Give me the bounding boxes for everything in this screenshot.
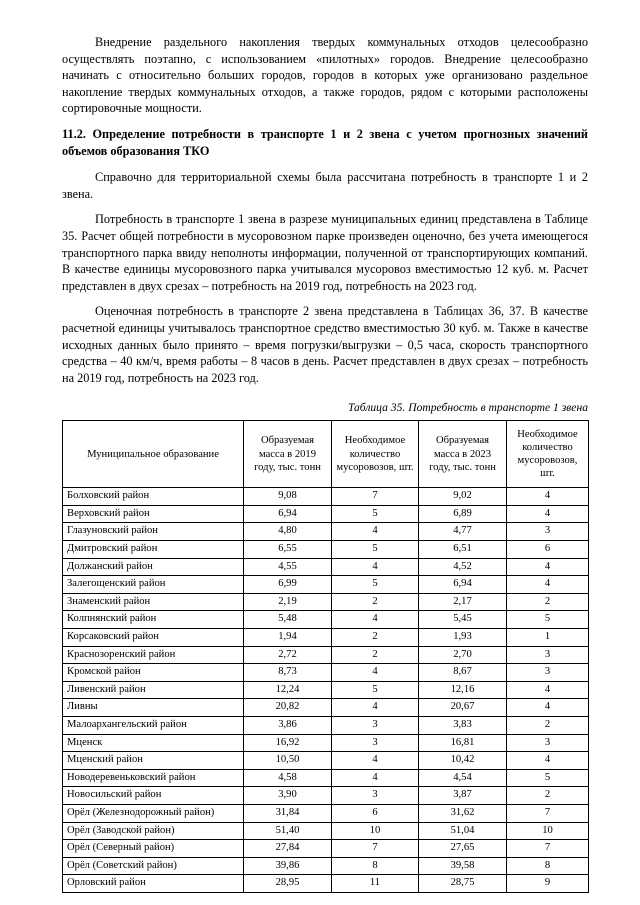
cell-municipality: Должанский район bbox=[63, 558, 244, 576]
cell-mass2019: 3,86 bbox=[244, 717, 332, 735]
cell-mass2023: 27,65 bbox=[419, 840, 507, 858]
cell-municipality: Орёл (Железнодорожный район) bbox=[63, 804, 244, 822]
transport-demand-table bbox=[62, 420, 589, 893]
cell-trucks2023: 4 bbox=[507, 681, 589, 699]
cell-mass2023: 4,52 bbox=[419, 558, 507, 576]
cell-trucks2023: 4 bbox=[507, 488, 589, 506]
paragraph-1: Справочно для территориальной схемы была рассчитана потребность в транспорте 1 и 2 звена. bbox=[62, 170, 588, 201]
table-row bbox=[63, 699, 589, 717]
cell-mass2023: 6,94 bbox=[419, 576, 507, 594]
cell-trucks2019: 2 bbox=[332, 593, 419, 611]
cell-mass2019: 2,72 bbox=[244, 646, 332, 664]
cell-trucks2023: 8 bbox=[507, 857, 589, 875]
cell-municipality: Верховский район bbox=[63, 505, 244, 523]
table-row bbox=[63, 558, 589, 576]
cell-mass2019: 9,08 bbox=[244, 488, 332, 506]
cell-mass2023: 3,87 bbox=[419, 787, 507, 805]
cell-mass2023: 31,62 bbox=[419, 804, 507, 822]
table-row bbox=[63, 576, 589, 594]
cell-trucks2019: 5 bbox=[332, 576, 419, 594]
cell-municipality: Ливны bbox=[63, 699, 244, 717]
cell-municipality: Корсаковский район bbox=[63, 629, 244, 647]
cell-trucks2019: 4 bbox=[332, 558, 419, 576]
column-header-mass-2019: Образуемая масса в 2019 году, тыс. тонн bbox=[244, 421, 332, 488]
cell-trucks2019: 3 bbox=[332, 787, 419, 805]
cell-municipality: Колпнянский район bbox=[63, 611, 244, 629]
cell-trucks2023: 5 bbox=[507, 611, 589, 629]
cell-municipality: Орловский район bbox=[63, 875, 244, 893]
cell-trucks2019: 5 bbox=[332, 541, 419, 559]
cell-mass2019: 4,55 bbox=[244, 558, 332, 576]
cell-municipality: Залегощенский район bbox=[63, 576, 244, 594]
table-row bbox=[63, 717, 589, 735]
cell-trucks2019: 4 bbox=[332, 523, 419, 541]
cell-mass2019: 3,90 bbox=[244, 787, 332, 805]
cell-trucks2023: 2 bbox=[507, 593, 589, 611]
cell-trucks2019: 6 bbox=[332, 804, 419, 822]
cell-trucks2019: 5 bbox=[332, 505, 419, 523]
cell-mass2023: 6,51 bbox=[419, 541, 507, 559]
cell-trucks2019: 4 bbox=[332, 769, 419, 787]
section-heading: 11.2. Определение потребности в транспорте 1 и 2 звена с учетом прогнозных значений объемов образования ТКО bbox=[62, 126, 588, 158]
cell-mass2019: 39,86 bbox=[244, 857, 332, 875]
cell-mass2023: 39,58 bbox=[419, 857, 507, 875]
cell-mass2019: 31,84 bbox=[244, 804, 332, 822]
table-row bbox=[63, 681, 589, 699]
column-header-municipality: Муниципальное образование bbox=[63, 421, 244, 488]
cell-mass2023: 12,16 bbox=[419, 681, 507, 699]
cell-mass2023: 2,70 bbox=[419, 646, 507, 664]
cell-mass2019: 16,92 bbox=[244, 734, 332, 752]
cell-municipality: Краснозоренский район bbox=[63, 646, 244, 664]
column-header-trucks-2023: Необходимое количество мусоровозов, шт. bbox=[507, 421, 589, 488]
table-body bbox=[63, 488, 589, 893]
cell-municipality: Орёл (Северный район) bbox=[63, 840, 244, 858]
cell-mass2019: 12,24 bbox=[244, 681, 332, 699]
table-row bbox=[63, 840, 589, 858]
cell-mass2023: 9,02 bbox=[419, 488, 507, 506]
cell-trucks2019: 7 bbox=[332, 840, 419, 858]
cell-municipality: Мценский район bbox=[63, 752, 244, 770]
table-row bbox=[63, 629, 589, 647]
cell-mass2019: 51,40 bbox=[244, 822, 332, 840]
cell-trucks2019: 8 bbox=[332, 857, 419, 875]
cell-mass2019: 27,84 bbox=[244, 840, 332, 858]
cell-trucks2023: 7 bbox=[507, 804, 589, 822]
cell-municipality: Глазуновский район bbox=[63, 523, 244, 541]
table-row bbox=[63, 541, 589, 559]
cell-trucks2023: 1 bbox=[507, 629, 589, 647]
table-row bbox=[63, 611, 589, 629]
cell-mass2023: 5,45 bbox=[419, 611, 507, 629]
table-row bbox=[63, 857, 589, 875]
cell-trucks2019: 5 bbox=[332, 681, 419, 699]
cell-mass2019: 8,73 bbox=[244, 664, 332, 682]
table-row bbox=[63, 875, 589, 893]
cell-mass2019: 4,80 bbox=[244, 523, 332, 541]
table-row bbox=[63, 593, 589, 611]
cell-trucks2023: 10 bbox=[507, 822, 589, 840]
table-row bbox=[63, 488, 589, 506]
cell-trucks2023: 4 bbox=[507, 576, 589, 594]
cell-mass2019: 5,48 bbox=[244, 611, 332, 629]
table-row bbox=[63, 646, 589, 664]
cell-trucks2023: 3 bbox=[507, 664, 589, 682]
cell-mass2019: 6,99 bbox=[244, 576, 332, 594]
cell-trucks2023: 3 bbox=[507, 646, 589, 664]
cell-trucks2023: 3 bbox=[507, 523, 589, 541]
cell-trucks2019: 11 bbox=[332, 875, 419, 893]
cell-mass2023: 4,54 bbox=[419, 769, 507, 787]
cell-trucks2019: 4 bbox=[332, 752, 419, 770]
cell-mass2023: 1,93 bbox=[419, 629, 507, 647]
page-content bbox=[62, 34, 588, 893]
table-caption: Таблица 35. Потребность в транспорте 1 звена bbox=[347, 401, 588, 415]
paragraph-3: Оценочная потребность в транспорте 2 звена представлена в Таблицах 36, 37. В качестве расчетной единицы учитывалось транспортное средство вместимостью 30 куб. м. Также в качестве исходных данных было принято – время погрузки/выгрузки – 0,5 часа, скорость транспортного средства – 40 км/ч, время работы – 8 часов в день. Расчет представлен в двух срезах – потребность на 2019 год, потребность на 2023 год. bbox=[62, 304, 588, 385]
table-row bbox=[63, 505, 589, 523]
cell-mass2023: 2,17 bbox=[419, 593, 507, 611]
cell-trucks2023: 9 bbox=[507, 875, 589, 893]
cell-trucks2019: 2 bbox=[332, 629, 419, 647]
cell-mass2023: 3,83 bbox=[419, 717, 507, 735]
cell-municipality: Кромской район bbox=[63, 664, 244, 682]
table-row bbox=[63, 523, 589, 541]
cell-mass2023: 28,75 bbox=[419, 875, 507, 893]
cell-municipality: Малоархангельский район bbox=[63, 717, 244, 735]
paragraph-2: Потребность в транспорте 1 звена в разрезе муниципальных единиц представлена в Таблице 35. Расчет общей потребности в мусоровозном парке произведен оценочно, без учета имеющегося транспортного парка ввиду неполноты информации, полученной от транспортирующих компаний. В качестве единицы мусоровозного парка учитывался мусоровоз вместимостью 12 куб. м. Расчет представлен в двух срезах – потребность на 2019 год, потребность на 2023 год. bbox=[62, 212, 588, 293]
table-header-row bbox=[63, 421, 589, 488]
intro-paragraph: Внедрение раздельного накопления твердых коммунальных отходов целесообразно осуществлять поэтапно, с использованием «пилотных» городов. Внедрение целесообразно начинать с относительно больших городов, городов в которых уже организовано раздельное накопление твердых коммунальных отходов, а также городов, рядом с которыми расположены сортировочные мощности. bbox=[62, 35, 588, 116]
cell-trucks2019: 4 bbox=[332, 611, 419, 629]
cell-trucks2023: 2 bbox=[507, 787, 589, 805]
cell-mass2019: 4,58 bbox=[244, 769, 332, 787]
cell-trucks2019: 7 bbox=[332, 488, 419, 506]
cell-trucks2023: 4 bbox=[507, 699, 589, 717]
table-row bbox=[63, 804, 589, 822]
cell-mass2023: 20,67 bbox=[419, 699, 507, 717]
table-row bbox=[63, 769, 589, 787]
cell-mass2019: 20,82 bbox=[244, 699, 332, 717]
cell-mass2023: 10,42 bbox=[419, 752, 507, 770]
cell-municipality: Новосильский район bbox=[63, 787, 244, 805]
cell-mass2023: 6,89 bbox=[419, 505, 507, 523]
cell-municipality: Ливенский район bbox=[63, 681, 244, 699]
cell-mass2019: 2,19 bbox=[244, 593, 332, 611]
cell-trucks2023: 2 bbox=[507, 717, 589, 735]
cell-trucks2019: 10 bbox=[332, 822, 419, 840]
table-row bbox=[63, 664, 589, 682]
table-row bbox=[63, 734, 589, 752]
cell-mass2019: 10,50 bbox=[244, 752, 332, 770]
cell-trucks2019: 4 bbox=[332, 664, 419, 682]
cell-municipality: Болховский район bbox=[63, 488, 244, 506]
cell-mass2023: 4,77 bbox=[419, 523, 507, 541]
column-header-trucks-2019: Необходимое количество мусоровозов, шт. bbox=[332, 421, 419, 488]
cell-mass2019: 28,95 bbox=[244, 875, 332, 893]
cell-trucks2019: 3 bbox=[332, 717, 419, 735]
cell-municipality: Орёл (Советский район) bbox=[63, 857, 244, 875]
cell-trucks2023: 7 bbox=[507, 840, 589, 858]
cell-mass2019: 1,94 bbox=[244, 629, 332, 647]
cell-trucks2023: 4 bbox=[507, 505, 589, 523]
cell-mass2023: 51,04 bbox=[419, 822, 507, 840]
table-row bbox=[63, 787, 589, 805]
cell-trucks2023: 4 bbox=[507, 752, 589, 770]
cell-municipality: Знаменский район bbox=[63, 593, 244, 611]
cell-trucks2019: 4 bbox=[332, 699, 419, 717]
cell-trucks2019: 3 bbox=[332, 734, 419, 752]
cell-mass2023: 8,67 bbox=[419, 664, 507, 682]
cell-trucks2023: 4 bbox=[507, 558, 589, 576]
cell-mass2019: 6,94 bbox=[244, 505, 332, 523]
cell-municipality: Новодеревеньковский район bbox=[63, 769, 244, 787]
cell-trucks2023: 3 bbox=[507, 734, 589, 752]
table-row bbox=[63, 822, 589, 840]
cell-trucks2019: 2 bbox=[332, 646, 419, 664]
column-header-mass-2023: Образуемая масса в 2023 году, тыс. тонн bbox=[419, 421, 507, 488]
cell-mass2019: 6,55 bbox=[244, 541, 332, 559]
cell-trucks2023: 5 bbox=[507, 769, 589, 787]
cell-municipality: Мценск bbox=[63, 734, 244, 752]
cell-mass2023: 16,81 bbox=[419, 734, 507, 752]
cell-trucks2023: 6 bbox=[507, 541, 589, 559]
cell-municipality: Дмитровский район bbox=[63, 541, 244, 559]
table-row bbox=[63, 752, 589, 770]
cell-municipality: Орёл (Заводской район) bbox=[63, 822, 244, 840]
